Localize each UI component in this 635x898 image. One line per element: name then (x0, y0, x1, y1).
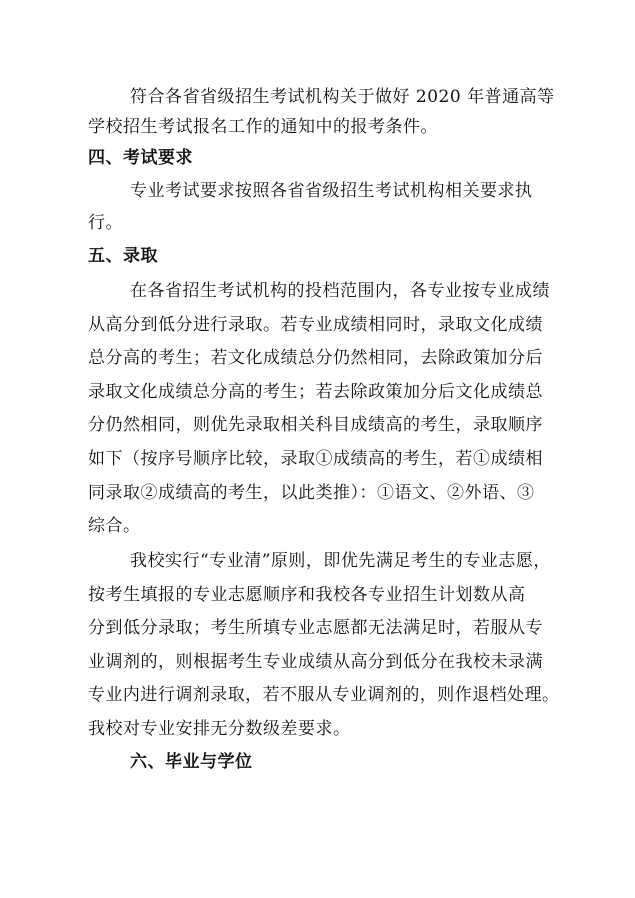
intro-line-1: 符合各省省级招生考试机构关于做好 2020 年普通高等 (130, 87, 555, 107)
section-heading-graduation-degree: 六、毕业与学位 (130, 752, 253, 772)
section4-line-1: 专业考试要求按照各省省级招生考试机构相关要求执 (130, 181, 533, 201)
section5-para1-line: 综合。 (88, 516, 141, 536)
section5-para1-line: 总分高的考生；若文化成绩总分仍然相同，去除政策加分后 (88, 348, 543, 368)
section4-line-2: 行。 (88, 213, 123, 233)
section5-para2-line: 我校实行“专业清”原则，即优先满足考生的专业志愿， (130, 551, 551, 571)
section5-para1-line: 同录取②成绩高的考生，以此类推）：①语文、②外语、③ (88, 483, 535, 503)
section5-para2-line: 专业内进行调剂录取，若不服从专业调剂的，则作退档处理。 (88, 685, 560, 705)
section5-para2-line: 分到低分录取；考生所填专业志愿都无法满足时，若服从专 (88, 618, 543, 638)
section5-para1-line: 在各省招生考试机构的投档范围内，各专业按专业成绩 (130, 281, 550, 301)
section-heading-exam-requirements: 四、考试要求 (88, 148, 193, 168)
intro-line-2: 学校招生考试报名工作的通知中的报考条件。 (88, 117, 438, 137)
section5-para1-line: 从高分到低分进行录取。若专业成绩相同时，录取文化成绩 (88, 315, 543, 335)
section5-para2-line: 业调剂的，则根据考生专业成绩从高分到低分在我校未录满 (88, 652, 543, 672)
section-heading-admission: 五、录取 (88, 246, 158, 266)
section5-para1-line: 录取文化成绩总分高的考生；若去除政策加分后文化成绩总 (88, 382, 543, 402)
section5-para2-line: 按考生填报的专业志愿顺序和我校各专业招生计划数从高 (88, 585, 526, 605)
section5-para2-line: 我校对专业安排无分数级差要求。 (88, 719, 351, 739)
section5-para1-line: 分仍然相同，则优先录取相关科目成绩高的考生，录取顺序 (88, 415, 543, 435)
section5-para1-line: 如下（按序号顺序比较，录取①成绩高的考生，若①成绩相 (88, 449, 543, 469)
